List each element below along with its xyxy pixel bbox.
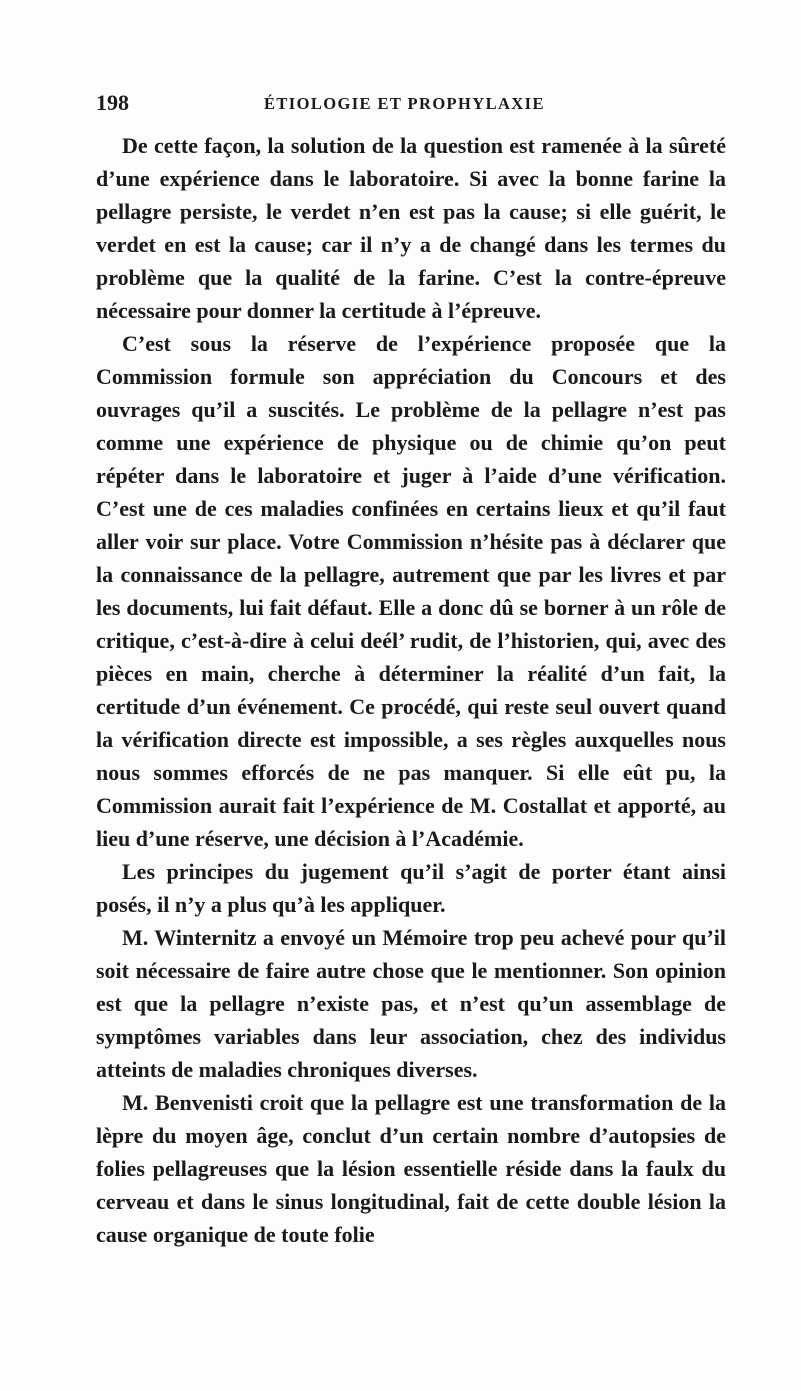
paragraph: Les principes du jugement qu’il s’agit de porter étant ainsi posés, il n’y a plus qu’à les appliquer. [96, 859, 726, 917]
body-text [96, 129, 726, 1251]
running-title: ÉTIOLOGIE ET PROPHYLAXIE [264, 94, 545, 113]
paragraph: M. Winternitz a envoyé un Mémoire trop peu achevé pour qu’il soit nécessaire de faire autre chose que le mentionner. Son opinion est que la pellagre n’existe pas, et n’est qu’un assemblage de symptômes variables dans leur association, chez des individus atteints de maladies chroniques diverses. [96, 925, 726, 1082]
paragraph: M. Benvenisti croit que la pellagre est une transformation de la lèpre du moyen âge, conclut d’un certain nombre d’autopsies de folies pellagreuses que la lésion essentielle réside dans la faulx du cerveau et dans le sinus longitudinal, fait de cette double lésion la cause organique de toute folie [96, 1090, 726, 1247]
paragraph: De cette façon, la solution de la question est ramenée à la sûreté d’une expérience dans le laboratoire. Si avec la bonne farine la pellagre persiste, le verdet n’en est pas la cause; si elle guérit, le verdet en est la cause; car il n’y a de changé dans les termes du problème que la qualité de la farine. C’est la contre-épreuve nécessaire pour donner la certitude à l’épreuve. [96, 133, 726, 323]
paragraph: C’est sous la réserve de l’expérience proposée que la Commission formule son appréciation du Concours et des ouvrages qu’il a suscités. Le problème de la pellagre n’est pas comme une expérience de physique ou de chimie qu’on peut répéter dans le laboratoire et juger à l’aide d’une vérification. C’est une de ces maladies confinées en certains lieux et qu’il faut aller voir sur place. Votre Commission n’hésite pas à déclarer que la connaissance de la pellagre, autrement que par les livres et par les documents, lui fait défaut. Elle a donc dû se borner à un rôle de critique, c’est-à-dire à celui deél’ rudit, de l’historien, qui, avec des pièces en main, cherche à déterminer la réalité d’un fait, la certitude d’un événement. Ce procédé, qui reste seul ouvert quand la vérification directe est impossible, a ses règles auxquelles nous nous sommes efforcés de ne pas manquer. Si elle eût pu, la Commission aurait fait l’expérience de M. Costallat et apporté, au lieu d’une réserve, une décision à l’Académie. [96, 331, 726, 851]
page-number: 198 [96, 90, 129, 115]
page-header [96, 90, 726, 120]
